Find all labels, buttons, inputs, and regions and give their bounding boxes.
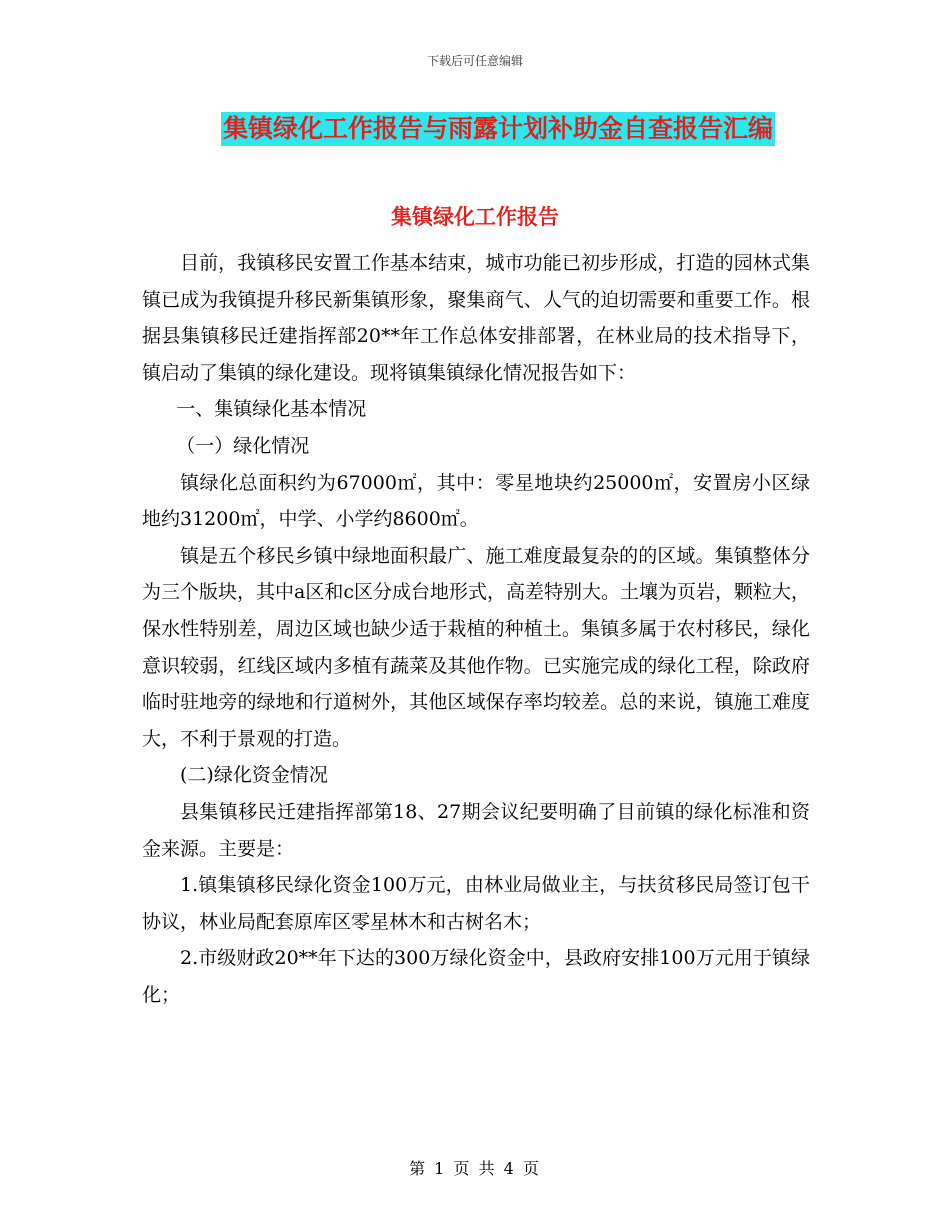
document-title-container [0, 112, 950, 146]
document-title: 集镇绿化工作报告与雨露计划补助金自查报告汇编 [221, 112, 775, 146]
subheading-greening-situation: （一）绿化情况 [176, 434, 310, 457]
subheading-funding: (二)绿化资金情况 [180, 764, 328, 787]
document-body [142, 245, 810, 1013]
paragraph-funding-intro: 县集镇移民迁建指挥部第18、27期会议纪要明确了目前镇的绿化标准和资金来源。主要是： [142, 800, 810, 860]
page-number: 第 1 页 共 4 页 [409, 1159, 541, 1178]
heading-basic-situation: 一、集镇绿化基本情况 [176, 398, 367, 421]
paragraph-intro: 目前，我镇移民安置工作基本结束，城市功能已初步形成，打造的园林式集镇已成为我镇提升移民新集镇形象，聚集商气、人气的迫切需要和重要工作。根据县集镇移民迁建指挥部20**年工作总体安排部署，在林业局的技术指导下，镇启动了集镇的绿化建设。现将镇集镇绿化情况报告如下： [142, 252, 810, 384]
page-header-note: 下载后可任意编辑 [426, 54, 523, 68]
section-title: 集镇绿化工作报告 [391, 205, 559, 229]
paragraph-greening-area: 镇绿化总面积约为67000㎡，其中：零星地块约25000㎡，安置房小区绿地约31200㎡，中学、小学约8600㎡。 [142, 471, 810, 531]
paragraph-difficulty: 镇是五个移民乡镇中绿地面积最广、施工难度最复杂的的区域。集镇整体分为三个版块，其中a区和c区分成台地形式，高差特别大。土壤为页岩，颗粒大，保水性特别差，周边区域也缺少适于栽植的种植土。集镇多属于农村移民，绿化意识较弱，红线区域内多植有蔬菜及其他作物。已实施完成的绿化工程，除政府临时驻地旁的绿地和行道树外，其他区域保存率均较差。总的来说，镇施工难度大，不利于景观的打造。 [142, 544, 810, 750]
list-item-funding-1: 1.镇集镇移民绿化资金100万元，由林业局做业主，与扶贫移民局签订包干协议，林业局配套原库区零星林木和古树名木； [142, 874, 810, 933]
list-item-funding-2: 2.市级财政20**年下达的300万绿化资金中，县政府安排100万元用于镇绿化； [142, 947, 810, 1006]
